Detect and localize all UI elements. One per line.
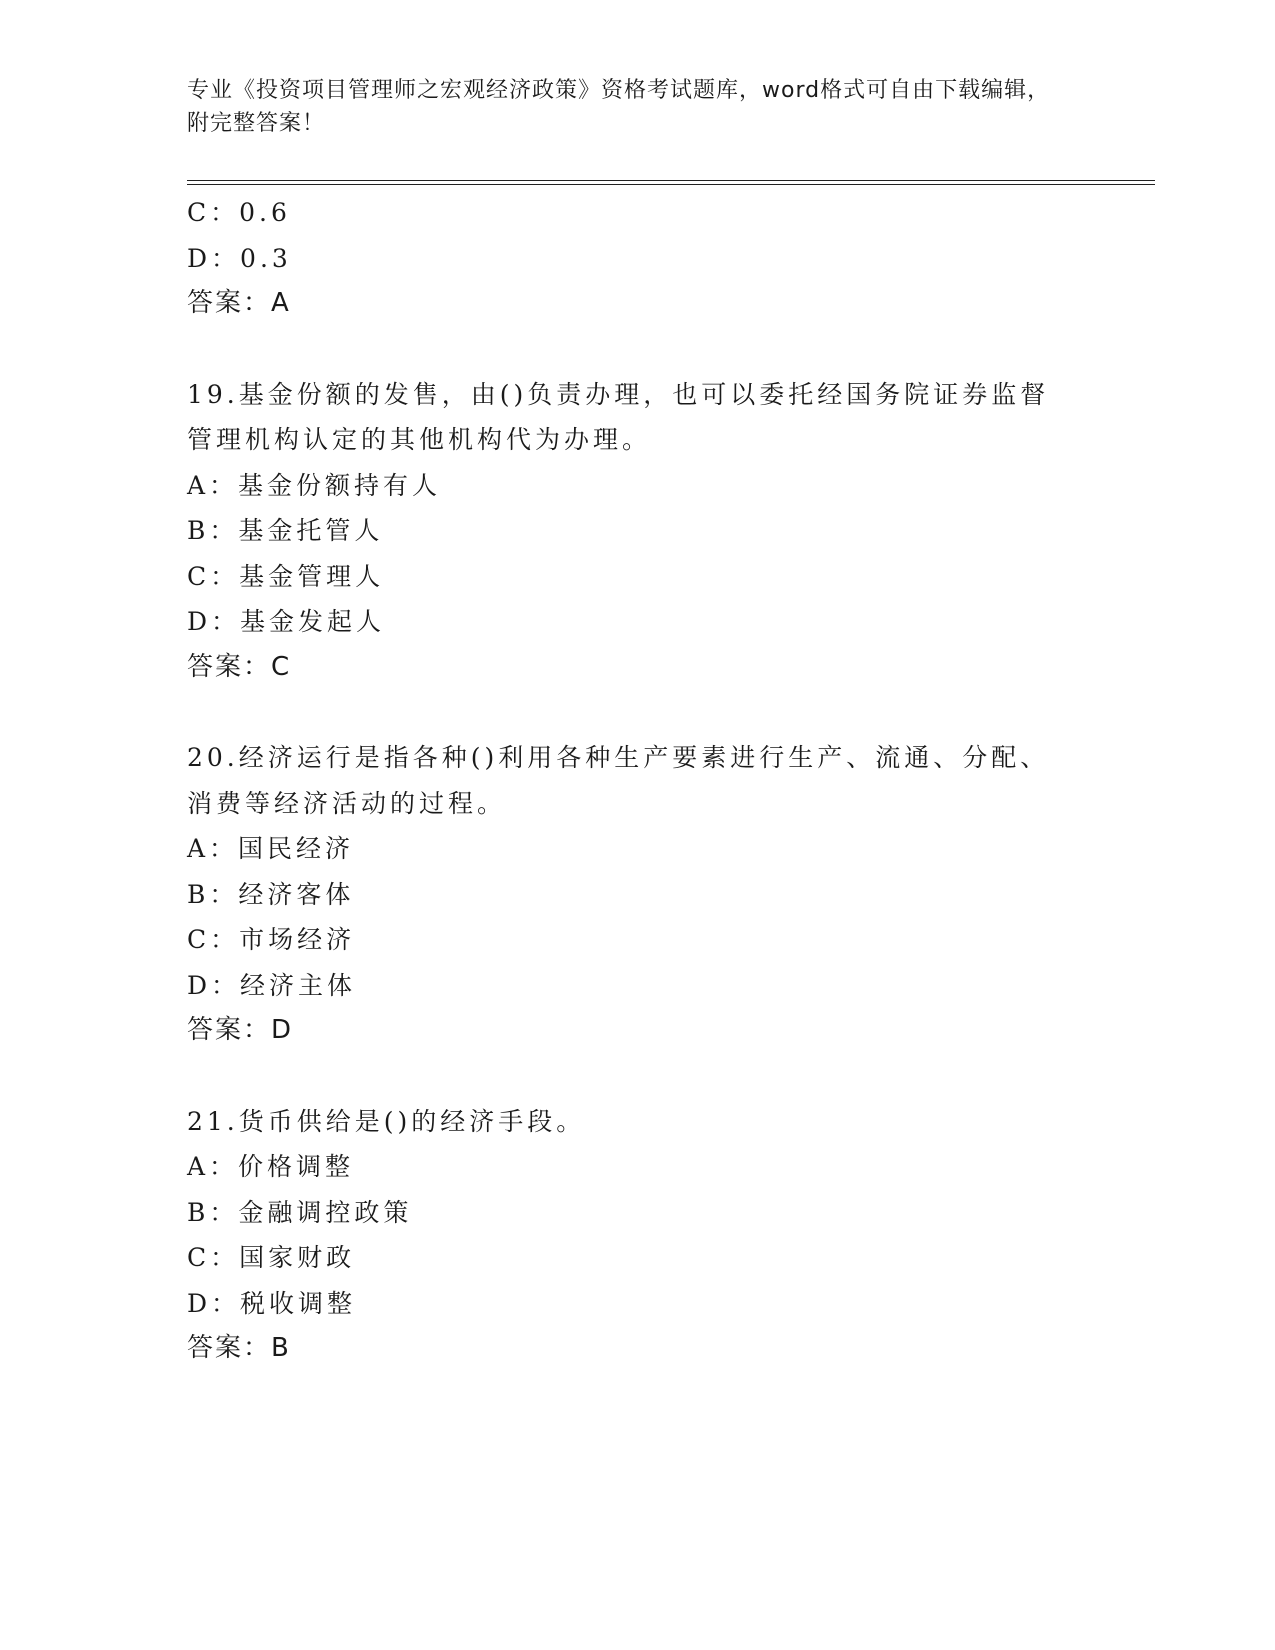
continued-question [187, 190, 1087, 327]
option-a: A：价格调整 [187, 1152, 355, 1181]
option-c: C：基金管理人 [187, 561, 385, 591]
question-19 [187, 372, 1087, 691]
option-b: B：基金托管人 [187, 516, 384, 545]
option-c: C：0.6 [187, 198, 291, 227]
header-divider [187, 180, 1155, 185]
option-d: D：基金发起人 [187, 607, 386, 636]
answer: 答案：D [187, 1015, 294, 1045]
answer: 答案：A [187, 288, 291, 318]
question-20 [187, 735, 1087, 1054]
document-header: 专业《投资项目管理师之宏观经济政策》资格考试题库，word格式可自由下载编辑，附完整答案！ [187, 78, 1051, 136]
option-a: A：基金份额持有人 [187, 470, 442, 500]
answer: 答案：C [187, 651, 292, 682]
question-stem: 21.货币供给是()的经济手段。 [187, 1106, 586, 1136]
option-d: D：经济主体 [187, 970, 357, 1000]
question-list [187, 190, 1087, 1372]
option-d: D：税收调整 [187, 1288, 357, 1318]
option-b: B：经济客体 [187, 879, 355, 909]
question-stem: 19.基金份额的发售，由()负责办理，也可以委托经国务院证券监督管理机构认定的其他机构代为办理。 [187, 379, 1050, 454]
option-c: C：国家财政 [187, 1243, 356, 1272]
option-a: A：国民经济 [187, 834, 355, 863]
option-d: D：0.3 [187, 243, 292, 273]
option-b: B：金融调控政策 [187, 1197, 413, 1227]
answer: 答案：B [187, 1333, 291, 1363]
question-21 [187, 1099, 1087, 1372]
question-stem: 20.经济运行是指各种()利用各种生产要素进行生产、流通、分配、消费等经济活动的过程。 [187, 743, 1050, 818]
option-c: C：市场经济 [187, 925, 356, 954]
